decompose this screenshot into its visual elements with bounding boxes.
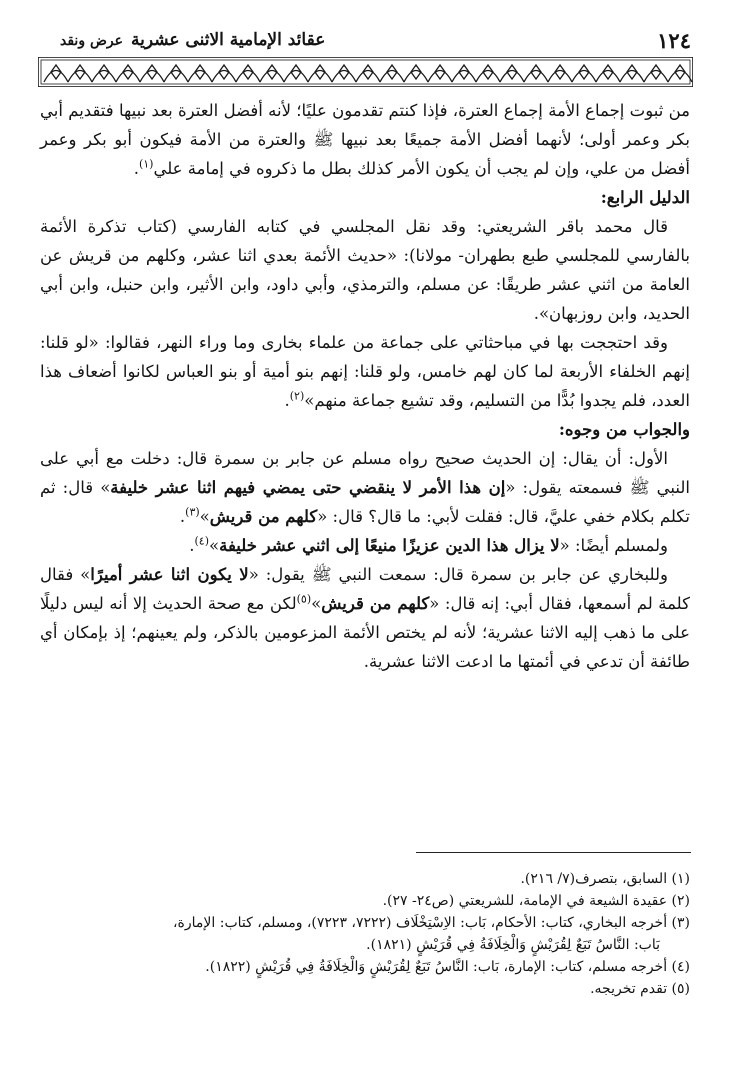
paragraph: وقد احتججت بها في مباحثاتي على جماعة من علماء بخارى وما وراء النهر، فقالوا: «لو قلنا: إنهم الخلفاء الأربعة لما كان لهم خامس، ولو قلنا: إنهم بنو أمية أو بنو العباس لكانوا أضعاف هذا العدد، فلم يجدوا بُدًّا من التسليم، وقد تشيع جماعة منهم»$^{(٢)}$. xyxy=(40,333,690,410)
paragraph: ولمسلم أيضًا: «لا يزال هذا الدين عزيزًا منيعًا إلى اثني عشر خليفة»$^{(٤)}$. xyxy=(189,534,668,555)
page-number: ١٢٤ xyxy=(657,28,691,53)
section-heading: والجواب من وجوه: xyxy=(558,420,690,439)
paragraph: وللبخاري عن جابر بن سمرة قال: سمعت النبي ﷺ يقول: «لا يكون اثنا عشر أميرًا» فقال كلمة لم أسمعها، فقال أبي: إنه قال: «كلهم من قريش»$^{(٥)}$لكن مع صحة الحديث إلا أنه ليس دليلًا على ما ذهب إليه الاثنا عشرية؛ لأنه لم يختص الأئمة المزعومين بالذكر، ولم يعينهم؛ إذ بإمكان أي طائفة أن تدعي في أئمتها ما ادعت الاثنا عشرية. xyxy=(40,565,690,671)
footnotes xyxy=(40,868,690,1000)
footnote: (٥) تقدم تخريجه. xyxy=(590,981,690,997)
footnote: (٣) أخرجه البخاري، كتاب: الأحكام، بَاب: الاِسْتِخْلَاف (٧٢٢٢، ٧٢٢٣)، ومسلم، كتاب: الإمارة، xyxy=(173,915,690,931)
book-subtitle: عرض ونقد xyxy=(60,33,123,49)
footnote-ref: (٢) xyxy=(289,389,305,403)
hadith-quote: لا يزال هذا الدين عزيزًا منيعًا إلى اثني عشر خليفة xyxy=(219,536,560,555)
hadith-quote: كلهم من قريش xyxy=(321,594,430,613)
hadith-quote: لا يكون اثنا عشر أميرًا xyxy=(90,565,249,584)
paragraph: من ثبوت إجماع الأمة إجماع العترة، فإذا كنتم تقدمون عليًا؛ لأنه أفضل العترة بعد نبيها فتقديم أبي بكر وعمر أولى؛ لأنهما أفضل الأمة جميعًا بعد نبيها ﷺ والعترة من الأمة فيكون أبو بكر وعمر أفضل من علي، وإن لم يجب أن يكون الأمر كذلك بطل ما ذكروه في إمامة علي$^{(١)}$. xyxy=(40,101,690,178)
hadith-quote: كلهم من قريش xyxy=(209,507,318,526)
footnote: (١) السابق، بتصرف(٧/ ٢١٦). xyxy=(520,871,690,887)
running-title xyxy=(60,30,325,50)
section-heading: الدليل الرابع: xyxy=(600,188,690,207)
footnote-ref: (٥) xyxy=(296,592,312,606)
footnote-ref: (١) xyxy=(138,157,154,171)
ornament-diamonds xyxy=(51,65,685,79)
hadith-quote: إن هذا الأمر لا ينقضي حتى يمضي فيهم اثنا عشر خليفة xyxy=(110,478,506,497)
ornament-arches xyxy=(44,71,692,83)
page-header xyxy=(40,22,691,56)
ornamental-border-band xyxy=(38,57,693,87)
book-title: عقائد الإمامية الاثنى عشرية xyxy=(130,30,326,50)
footnote-ref: (٣) xyxy=(185,505,200,519)
paragraph: قال محمد باقر الشريعتي: وقد نقل المجلسي في كتابه الفارسي (كتاب تذكرة الأئمة بالفارسي للمجلسي طبع بطهران- مولانا): «حديث الأئمة بعدي اثنا عشر، وكلهم من قريش عن العامة من اثني عشر طريقًا: عن مسلم، والترمذي، وأبي داود، وابن الأثير، وابن حنبل، وابن أبي الحديد، وابن روزبهان». xyxy=(40,217,690,323)
footnote-separator xyxy=(416,852,691,853)
paragraph: الأول: أن يقال: إن الحديث صحيح رواه مسلم عن جابر بن سمرة قال: دخلت مع أبي على النبي ﷺ فسمعته يقول: «إن هذا الأمر لا ينقضي حتى يمضي فيهم اثنا عشر خليفة» قال: ثم تكلم بكلام خفي عليَّ، قال: فقلت لأبي: ما قال؟ قال: «كلهم من قريش»$^{(٣)}$. xyxy=(40,449,690,526)
footnote: (٢) عقيدة الشيعة في الإمامة، للشريعتي (ص٢٤- ٢٧). xyxy=(382,893,690,909)
main-text xyxy=(40,96,690,676)
footnote: (٤) أخرجه مسلم، كتاب: الإمارة، بَاب: النَّاسُ تَبَعٌ لِقُرَيْشٍ وَالْخِلَافَةُ فِي قُرَيْشٍ (١٨٢٢). xyxy=(205,959,690,975)
footnote-ref: (٤) xyxy=(194,534,209,548)
footnote-continuation: بَاب: النَّاسُ تَبَعٌ لِقُرَيْشٍ وَالْخِلَافَةُ فِي قُرَيْشٍ (١٨٢١). xyxy=(366,937,660,953)
